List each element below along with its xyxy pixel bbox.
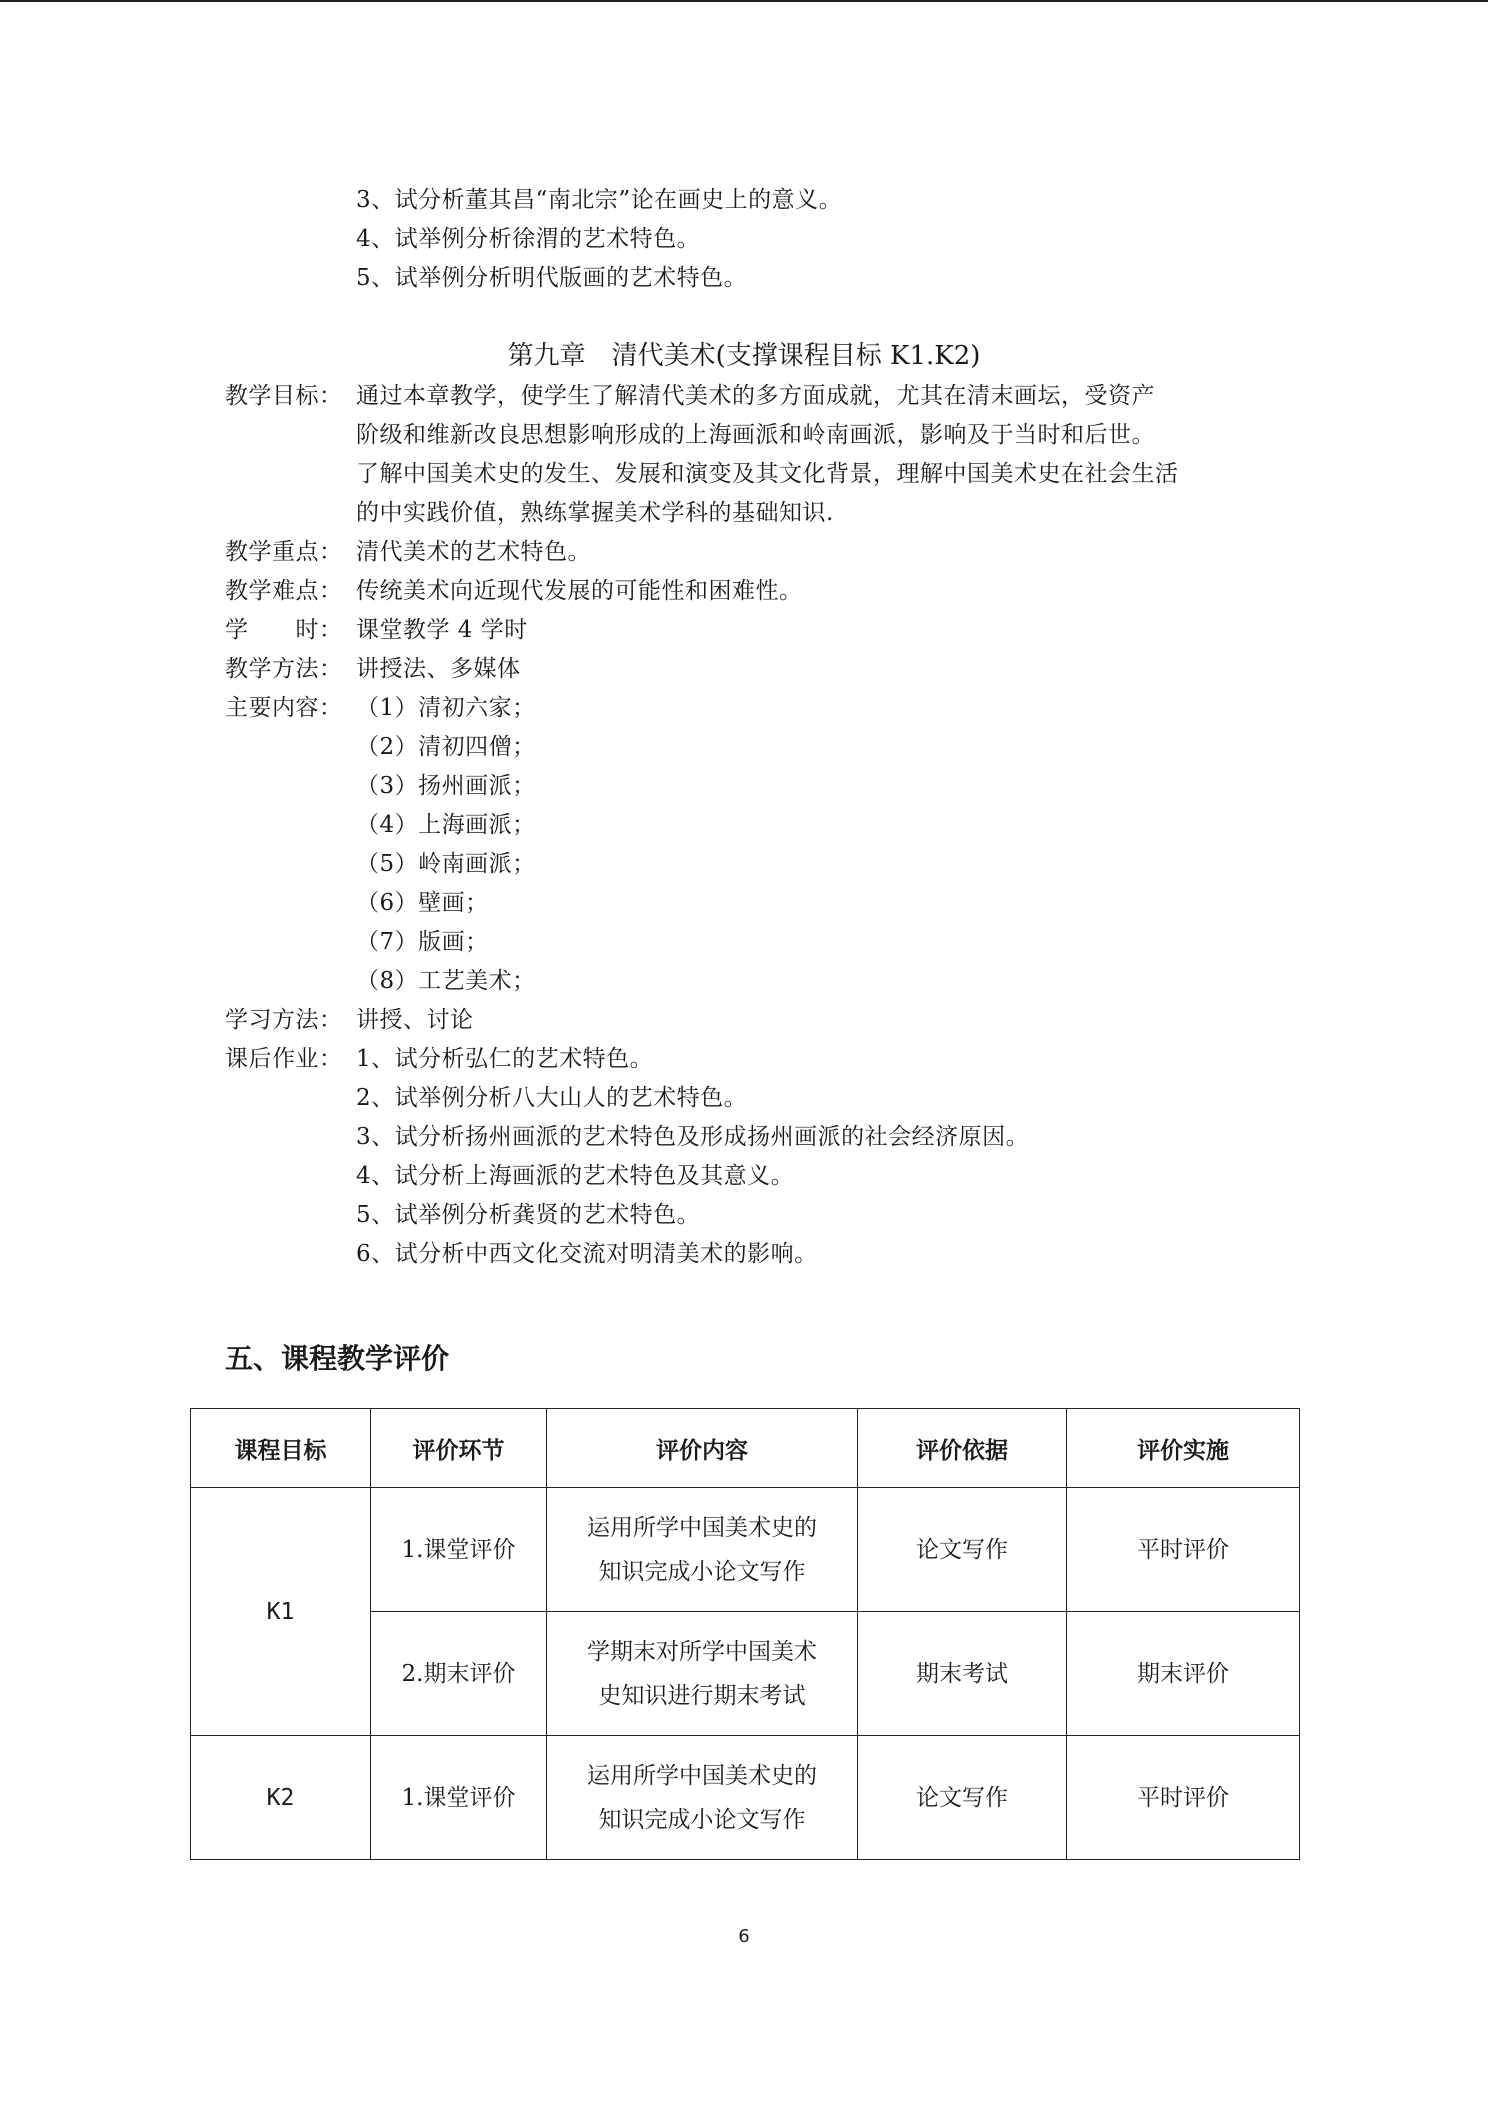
link-cell: 1.课堂评价 [371,1736,547,1860]
content-item: （4）上海画派； [356,812,536,838]
content-cell [547,1488,858,1612]
content-label: 主要内容： [225,695,343,721]
goal-line: 了解中国美术史的发生、发展和演变及其文化背景，理解中国美术史在社会生活 [356,461,1179,487]
homework-item: 4、试分析上海画派的艺术特色及其意义。 [356,1163,795,1189]
section-heading: 五、课程教学评价 [225,1342,450,1375]
goal-line: 阶级和维新改良思想影响形成的上海画派和岭南画派，影响及于当时和后世。 [356,422,1155,448]
content-item: （5）岭南画派； [356,851,536,877]
content-cell-line: 知识完成小论文写作 [598,1558,806,1585]
content-item: （2）清初四僧； [356,734,536,760]
content-item: （7）版画； [356,929,489,955]
homework-item: 3、试分析扬州画派的艺术特色及形成扬州画派的社会经济原因。 [356,1124,1030,1150]
content-cell-line: 运用所学中国美术史的 [587,1514,817,1541]
key-text: 清代美术的艺术特色。 [356,539,591,565]
homework-item: 1、试分析弘仁的艺术特色。 [356,1046,654,1072]
evaluation-table [190,1408,1300,1860]
hours-label: 学 时： [225,617,343,643]
prev-homework-item: 3、试分析董其昌“南北宗”论在画史上的意义。 [356,187,843,213]
header-cell: 课程目标 [191,1409,371,1488]
header-cell: 评价依据 [858,1409,1067,1488]
content-item: （1）清初六家； [356,695,536,721]
content-cell-line: 知识完成小论文写作 [598,1806,806,1833]
table-row [191,1736,1300,1860]
header-cell: 评价环节 [371,1409,547,1488]
homework-item: 5、试举例分析龚贤的艺术特色。 [356,1202,701,1228]
prev-homework-item: 4、试举例分析徐渭的艺术特色。 [356,226,701,252]
content-cell [547,1736,858,1860]
key-label: 教学重点： [225,539,343,565]
goal-line: 的中实践价值，熟练掌握美术学科的基础知识. [356,500,834,526]
content-item: （6）壁画； [356,890,489,916]
goal-cell: K1 [191,1488,371,1736]
study-text: 讲授、讨论 [356,1007,474,1033]
link-cell: 1.课堂评价 [371,1488,547,1612]
study-label: 学习方法： [225,1007,343,1033]
basis-cell: 期末考试 [858,1612,1067,1736]
content-item: （3）扬州画派； [356,773,536,799]
homework-item: 6、试分析中西文化交流对明清美术的影响。 [356,1241,818,1267]
content-item: （8）工艺美术； [356,968,536,994]
hours-text: 课堂教学 4 学时 [356,617,528,643]
impl-cell: 期末评价 [1067,1612,1300,1736]
homework-label: 课后作业： [225,1046,343,1072]
goal-cell: K2 [191,1736,371,1860]
content-cell-line: 运用所学中国美术史的 [587,1762,817,1789]
prev-homework-item: 5、试举例分析明代版画的艺术特色。 [356,265,748,291]
link-cell: 2.期末评价 [371,1612,547,1736]
impl-cell: 平时评价 [1067,1488,1300,1612]
basis-cell: 论文写作 [858,1736,1067,1860]
header-cell: 评价内容 [547,1409,858,1488]
table-row [191,1488,1300,1612]
goal-line: 通过本章教学，使学生了解清代美术的多方面成就，尤其在清末画坛，受资产 [356,383,1155,409]
chapter-title: 第九章 清代美术(支撑课程目标 K1.K2) [507,341,981,371]
goal-label: 教学目标： [225,383,343,409]
content-cell-line: 学期末对所学中国美术 [587,1638,817,1665]
content-cell-line: 史知识进行期末考试 [598,1682,806,1709]
difficulty-text: 传统美术向近现代发展的可能性和困难性。 [356,578,803,604]
method-label: 教学方法： [225,656,343,682]
page-number: 6 [738,1926,750,1947]
table-header-row [191,1409,1300,1488]
basis-cell: 论文写作 [858,1488,1067,1612]
header-cell: 评价实施 [1067,1409,1300,1488]
page-top-border [0,0,1488,2]
impl-cell: 平时评价 [1067,1736,1300,1860]
content-cell [547,1612,858,1736]
difficulty-label: 教学难点： [225,578,343,604]
method-text: 讲授法、多媒体 [356,656,521,682]
homework-item: 2、试举例分析八大山人的艺术特色。 [356,1085,748,1111]
